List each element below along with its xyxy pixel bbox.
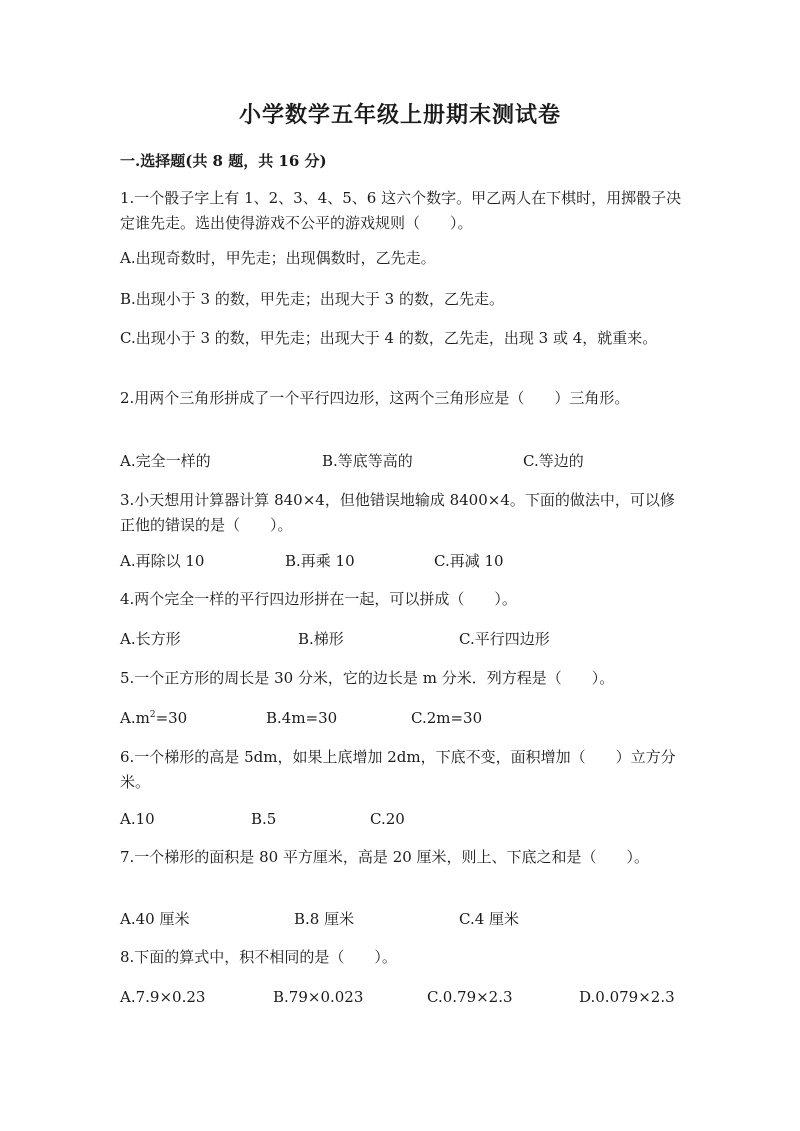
question-6-option-a: A.10 bbox=[120, 810, 155, 828]
question-2-option-b: B.等底等高的 bbox=[322, 452, 413, 470]
question-5-option-c: C.2m=30 bbox=[411, 709, 483, 727]
question-6-option-b: B.5 bbox=[251, 810, 277, 828]
question-2-stem: 2.用两个三角形拼成了一个平行四边形，这两个三角形应是（ ）三角形。 bbox=[120, 389, 630, 407]
question-1-stem: 1.一个骰子字上有 1、2、3、4、5、6 这六个数字。甲乙两人在下棋时，用掷骰子决定谁先走。选出使得游戏不公平的游戏规则（ ）。 bbox=[120, 189, 682, 232]
question-3-stem: 3.小天想用计算器计算 840×4，但他错误地输成 8400×4。下面的做法中，可以修正他的错误的是（ ）。 bbox=[120, 491, 675, 534]
question-3-option-b: B.再乘 10 bbox=[285, 552, 355, 570]
question-1-option-a: A.出现奇数时，甲先走；出现偶数时，乙先走。 bbox=[120, 249, 436, 267]
question-8-option-d: D.0.079×2.3 bbox=[579, 988, 675, 1006]
question-1-option-c: C.出现小于 3 的数，甲先走；出现大于 4 的数，乙先走，出现 3 或 4，就重来。 bbox=[120, 329, 658, 347]
question-4-option-c: C.平行四边形 bbox=[459, 630, 550, 648]
question-2-option-c: C.等边的 bbox=[523, 452, 584, 470]
section-heading: 一.选择题(共 8 题，共 16 分) bbox=[120, 152, 327, 170]
question-1-option-b: B.出现小于 3 的数，甲先走；出现大于 3 的数，乙先走。 bbox=[120, 290, 504, 308]
question-4-stem: 4.两个完全一样的平行四边形拼在一起，可以拼成（ ）。 bbox=[120, 590, 517, 608]
question-3-option-c: C.再减 10 bbox=[434, 552, 504, 570]
question-5-option-b: B.4m=30 bbox=[266, 709, 338, 727]
question-2-option-a: A.完全一样的 bbox=[120, 452, 211, 470]
question-7-option-a: A.40 厘米 bbox=[120, 910, 190, 928]
question-6-option-c: C.20 bbox=[370, 810, 405, 828]
question-7-option-c: C.4 厘米 bbox=[459, 910, 520, 928]
question-4-option-a: A.长方形 bbox=[120, 630, 181, 648]
question-7-stem: 7.一个梯形的面积是 80 平方厘米，高是 20 厘米，则上、下底之和是（ ）。 bbox=[120, 848, 650, 866]
question-5-stem: 5.一个正方形的周长是 30 分米，它的边长是 m 分米．列方程是（ ）。 bbox=[120, 669, 615, 687]
question-8-option-b: B.79×0.023 bbox=[273, 988, 364, 1006]
question-8-option-a: A.7.9×0.23 bbox=[120, 988, 206, 1006]
question-4-option-b: B.梯形 bbox=[298, 630, 344, 648]
question-5-option-a: $A.m^2=30$ bbox=[120, 709, 188, 727]
question-6-stem: 6.一个梯形的高是 5dm，如果上底增加 2dm，下底不变，面积增加（ ）立方分米。 bbox=[120, 748, 676, 791]
page-title: 小学数学五年级上册期末测试卷 bbox=[238, 102, 561, 128]
question-8-stem: 8.下面的算式中，积不相同的是（ ）。 bbox=[120, 948, 397, 966]
question-8-option-c: C.0.79×2.3 bbox=[427, 988, 513, 1006]
question-3-option-a: A.再除以 10 bbox=[120, 552, 205, 570]
question-7-option-b: B.8 厘米 bbox=[294, 910, 355, 928]
